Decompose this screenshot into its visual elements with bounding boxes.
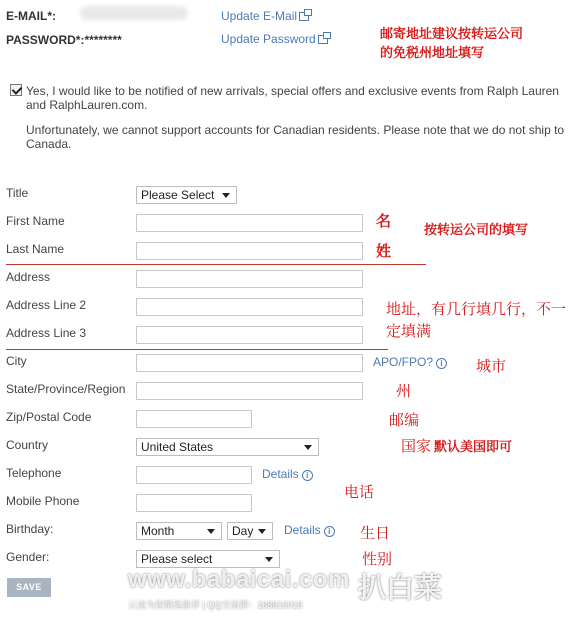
email-label: E-MAIL*: (6, 9, 56, 23)
address-line2-label: Address Line 2 (6, 298, 87, 312)
country-label: Country (6, 438, 49, 452)
last-name-input[interactable] (136, 242, 363, 260)
notify-text: Yes, I would like to be notified of new arrivals, special offers and exclusive events from Ralph Lauren and RalphLauren.com. (26, 84, 559, 112)
password-label: PASSWORD*:******** (6, 33, 122, 47)
external-window-icon (299, 12, 309, 21)
birthday-day-select[interactable] (227, 522, 273, 540)
month-select-value: Month (141, 524, 175, 538)
city-label: City (6, 354, 27, 368)
info-icon: i (436, 358, 447, 369)
annotation-state-note: 州 (396, 383, 412, 400)
birthday-month-select[interactable] (136, 522, 222, 540)
info-icon: i (324, 526, 335, 537)
chevron-down-icon (222, 193, 230, 198)
details-text: Details (284, 523, 321, 537)
watermark-site: www.babaicai.com (128, 566, 350, 593)
annotation-mail-note: 邮寄地址建议按转运公司的免税州地址填写 (380, 26, 524, 60)
apo-fpo-link[interactable] (373, 355, 447, 369)
watermark-subtitle: 云途为您精选推荐 | QQ交流群：168616018 (128, 600, 303, 610)
telephone-details-link[interactable] (262, 467, 313, 481)
state-input[interactable] (136, 382, 363, 400)
day-select-value: Day (232, 524, 254, 538)
annotation-zip-note: 邮编 (389, 412, 420, 429)
annotation-birthday-note: 生日 (360, 525, 391, 542)
first-name-input[interactable] (136, 214, 363, 232)
annotation-divider-address (6, 349, 388, 350)
annotation-city-note: 城市 (476, 358, 507, 375)
details-text: Details (262, 467, 299, 481)
canada-note: Unfortunately, we cannot support accounts for Canadian residents. Please note that we do not ship to Canada. (26, 123, 565, 151)
apo-fpo-text: APO/FPO? (373, 355, 434, 369)
annotation-address-note: 地址，有几行填几行，不一定填满 (386, 301, 567, 340)
first-name-label: First Name (6, 214, 65, 228)
update-password-link[interactable] (221, 32, 328, 46)
mobile-phone-input[interactable] (136, 494, 252, 512)
birthday-label: Birthday: (6, 522, 54, 536)
chevron-down-icon (304, 445, 312, 450)
zip-label: Zip/Postal Code (6, 410, 92, 424)
country-select-value: United States (141, 440, 214, 454)
birthday-details-link[interactable] (284, 523, 335, 537)
mobile-phone-label: Mobile Phone (6, 494, 80, 508)
save-button[interactable]: SAVE (7, 578, 51, 597)
annotation-gender-note: 性别 (362, 551, 393, 568)
address-input[interactable] (136, 270, 363, 288)
watermark-logo: 扒白菜 (358, 572, 443, 603)
update-password-text: Update Password (221, 32, 316, 46)
annotation-country-note: 国家 (401, 438, 432, 455)
info-icon: i (302, 470, 313, 481)
address-line3-input[interactable] (136, 326, 363, 344)
chevron-down-icon (258, 529, 266, 534)
last-name-label: Last Name (6, 242, 65, 256)
gender-label: Gender: (6, 550, 50, 564)
gender-select-value: Please select (141, 552, 213, 566)
address-line2-input[interactable] (136, 298, 363, 316)
notify-checkbox[interactable] (10, 84, 22, 96)
address-label: Address (6, 270, 51, 284)
annotation-divider-name (6, 264, 426, 265)
state-label: State/Province/Region (6, 382, 126, 396)
annotation-phone-note: 电话 (344, 484, 375, 501)
telephone-input[interactable] (136, 466, 252, 484)
city-input[interactable] (136, 354, 363, 372)
chevron-down-icon (265, 557, 273, 562)
external-window-icon (318, 35, 328, 44)
address-line3-label: Address Line 3 (6, 326, 87, 340)
email-value-blurred (80, 6, 188, 20)
telephone-label: Telephone (6, 466, 62, 480)
country-select[interactable] (136, 438, 319, 456)
annotation-name-note: 按转运公司的填写 (424, 222, 529, 237)
chevron-down-icon (207, 529, 215, 534)
update-email-text: Update E-Mail (221, 9, 298, 23)
zip-input[interactable] (136, 410, 252, 428)
update-email-link[interactable] (221, 9, 309, 23)
annotation-country-default-note: 默认美国即可 (434, 439, 513, 454)
title-label: Title (6, 186, 29, 200)
annotation-surname-char: 姓 (376, 243, 392, 260)
title-select[interactable] (136, 186, 237, 204)
title-select-value: Please Select (141, 188, 215, 202)
annotation-name-char: 名 (376, 213, 392, 230)
